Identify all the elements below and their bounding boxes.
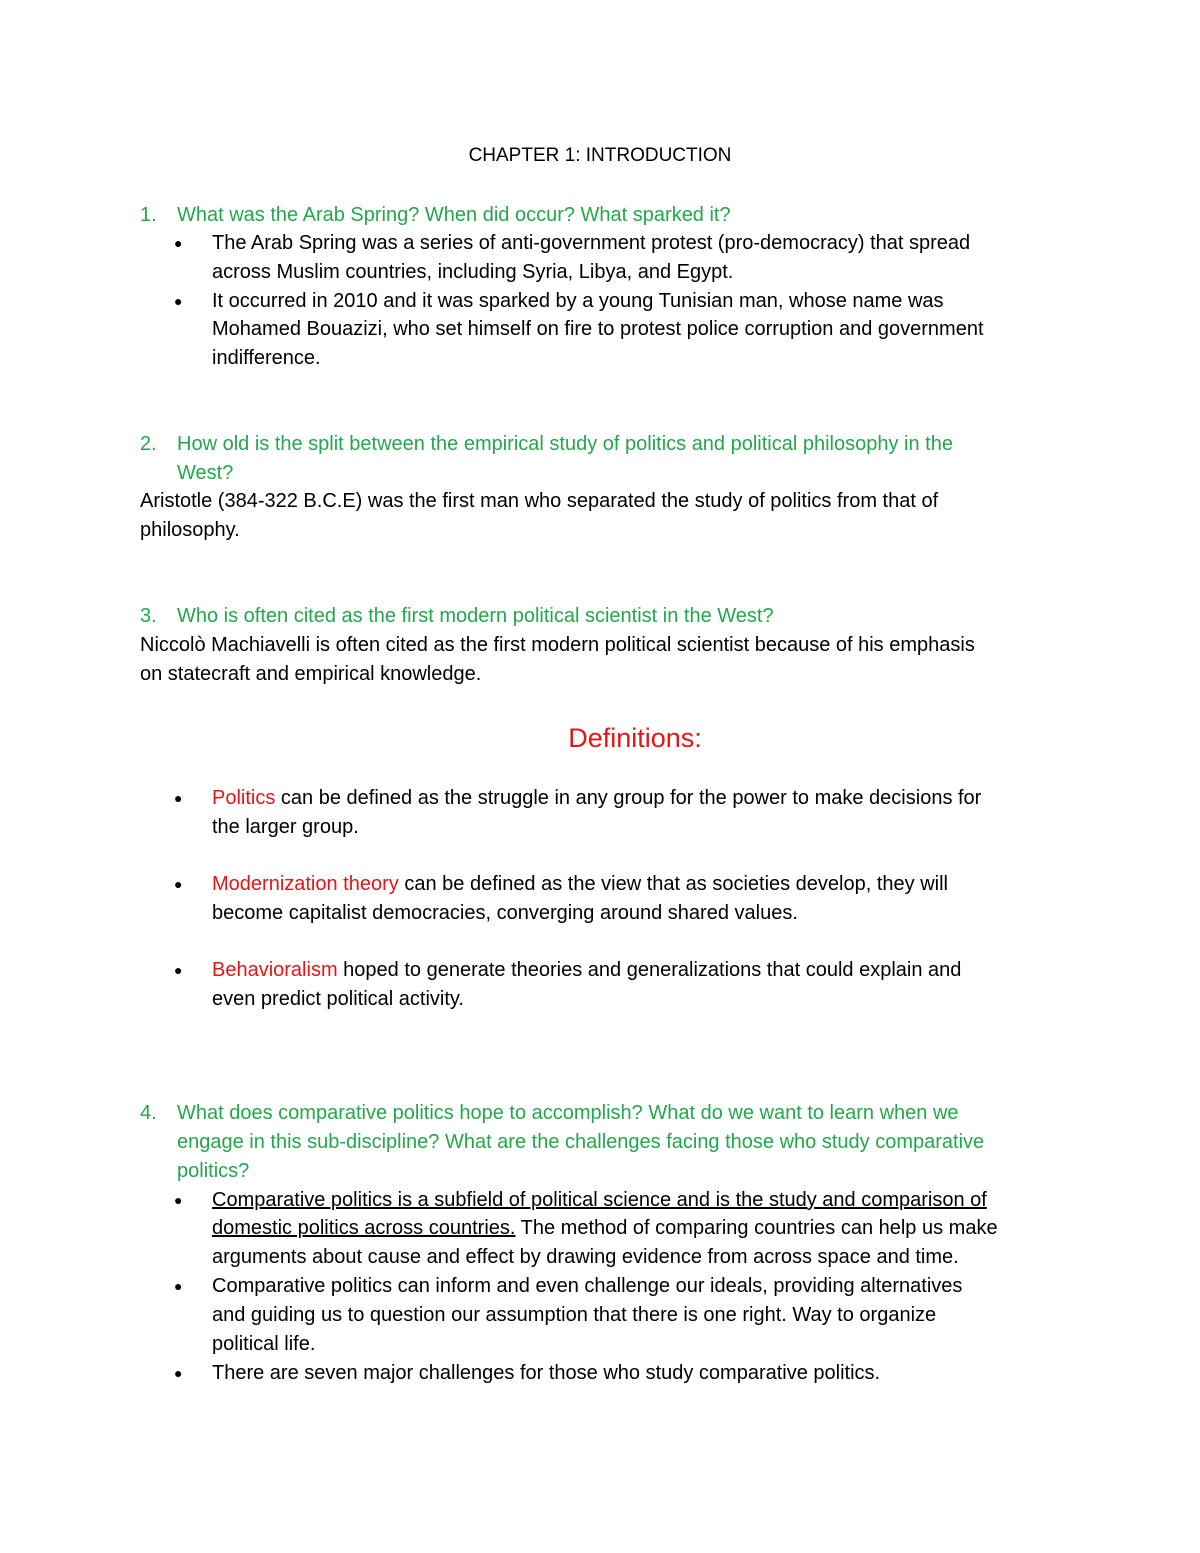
q4-bullet2-line3: political life. [212, 1333, 316, 1355]
q1-bullet2-line3: indifference. [212, 347, 321, 369]
q4-bullet2-line2: and guiding us to question our assumption that there is one right. Way to organize [212, 1304, 937, 1326]
underlined-text: Comparative politics is a subfield of political science and is the study and comparison of [212, 1189, 987, 1211]
definition-text: can be defined as the struggle in any group for the power to make decisions for [275, 787, 982, 809]
q2-answer-line2: philosophy. [140, 519, 240, 541]
q4-question-line1: What does comparative politics hope to accomplish? What do we want to learn when we [177, 1102, 959, 1124]
q2-question-line1: How old is the split between the empirical study of politics and political philosophy in the [177, 433, 953, 455]
q3-answer-line2: on statecraft and empirical knowledge. [140, 663, 482, 685]
q1-bullet1-line1: The Arab Spring was a series of anti-government protest (pro-democracy) that spread [212, 232, 971, 254]
bullet-icon: ● [174, 1365, 183, 1381]
definition-modernization-line1 [212, 870, 948, 898]
bullet-icon: ● [174, 1192, 183, 1208]
q2-number: 2. [140, 433, 157, 455]
definitions-heading: Definitions: [568, 723, 702, 753]
q4-question-line2: engage in this sub-discipline? What are the challenges facing those who study comparative [177, 1131, 985, 1153]
q4-bullet3-line1: There are seven major challenges for those who study comparative politics. [212, 1362, 881, 1384]
definition-term: Politics [212, 787, 276, 809]
q3-number: 3. [140, 605, 157, 627]
q3-question: Who is often cited as the first modern political scientist in the West? [177, 605, 774, 627]
q4-question-line3: politics? [177, 1160, 250, 1182]
q3-answer-line1: Niccolò Machiavelli is often cited as the first modern political scientist because of his emphasis [140, 634, 975, 656]
q1-bullet2-line2: Mohamed Bouazizi, who set himself on fire to protest police corruption and government [212, 318, 984, 340]
definition-text: hoped to generate theories and generalizations that could explain and [337, 959, 962, 981]
bullet-icon: ● [174, 962, 183, 978]
definition-text: can be defined as the view that as societies develop, they will [398, 873, 948, 895]
bullet-icon: ● [174, 235, 183, 251]
q2-question-line2: West? [177, 462, 234, 484]
q4-bullet2-line1: Comparative politics can inform and even challenge our ideals, providing alternatives [212, 1275, 963, 1297]
bullet-icon: ● [174, 293, 183, 309]
definition-modernization-line2: become capitalist democracies, converging around shared values. [212, 902, 798, 924]
definition-politics-line1 [212, 784, 981, 812]
q1-question: What was the Arab Spring? When did occur? What sparked it? [177, 204, 731, 226]
definition-behavioralism-line1 [212, 956, 961, 984]
q4-bullet1-line1 [212, 1186, 987, 1214]
q1-bullet2-line1: It occurred in 2010 and it was sparked by a young Tunisian man, whose name was [212, 290, 944, 312]
bullet-text: The method of comparing countries can help us make [515, 1217, 998, 1239]
bullet-icon: ● [174, 876, 183, 892]
definition-politics-line2: the larger group. [212, 816, 359, 838]
q2-answer-line1: Aristotle (384-322 B.C.E) was the first man who separated the study of politics from that of [140, 490, 939, 512]
definition-behavioralism-line2: even predict political activity. [212, 988, 464, 1010]
definition-term: Behavioralism [212, 959, 338, 981]
bullet-icon: ● [174, 790, 183, 806]
q1-bullet1-line2: across Muslim countries, including Syria, Libya, and Egypt. [212, 261, 734, 283]
q4-bullet1-line3: arguments about cause and effect by drawing evidence from across space and time. [212, 1246, 959, 1268]
page-title: CHAPTER 1: INTRODUCTION [468, 145, 732, 166]
q4-number: 4. [140, 1102, 157, 1124]
q1-number: 1. [140, 204, 157, 226]
bullet-icon: ● [174, 1278, 183, 1294]
underlined-text: domestic politics across countries. [212, 1217, 516, 1239]
definition-term: Modernization theory [212, 873, 399, 895]
q4-bullet1-line2 [212, 1214, 998, 1242]
